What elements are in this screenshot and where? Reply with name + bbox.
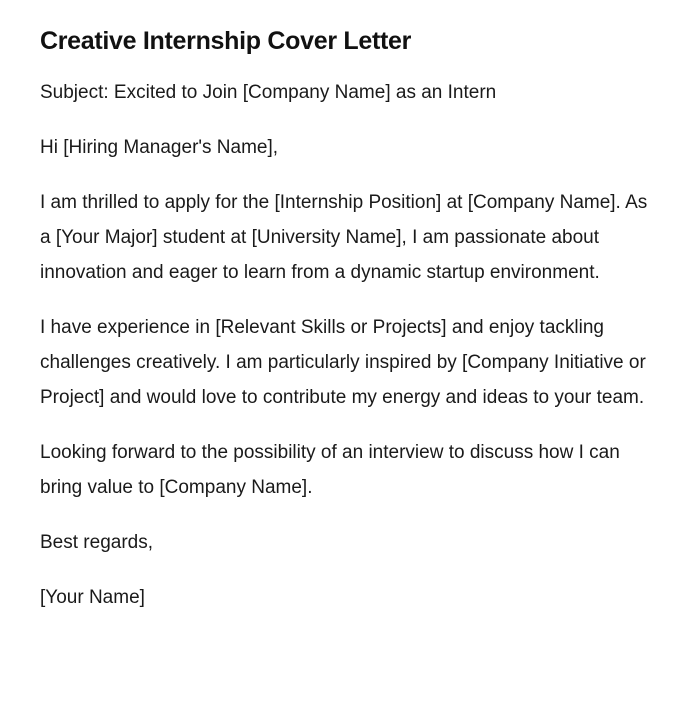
letter-greeting: Hi [Hiring Manager's Name], [40, 137, 279, 158]
letter-title: Creative Internship Cover Letter [40, 27, 412, 55]
letter-paragraph-1: I am thrilled to apply for the [Internship Position] at [Company Name]. As a [Your Major] student at [University Name], I am passionate about innovation and eager to learn from a dynamic startup environment. [40, 192, 648, 283]
letter-closing: Best regards, [40, 532, 153, 553]
letter-paragraph-2: I have experience in [Relevant Skills or Projects] and enjoy tackling challenges creatively. I am particularly inspired by [Company Initiative or Project] and would love to contribute my energy and ideas to your team. [40, 317, 646, 408]
letter-paragraph-3: Looking forward to the possibility of an interview to discuss how I can bring value to [Company Name]. [40, 442, 620, 498]
letter-signature: [Your Name] [40, 587, 145, 608]
letter-subject: Subject: Excited to Join [Company Name] as an Intern [40, 82, 497, 103]
